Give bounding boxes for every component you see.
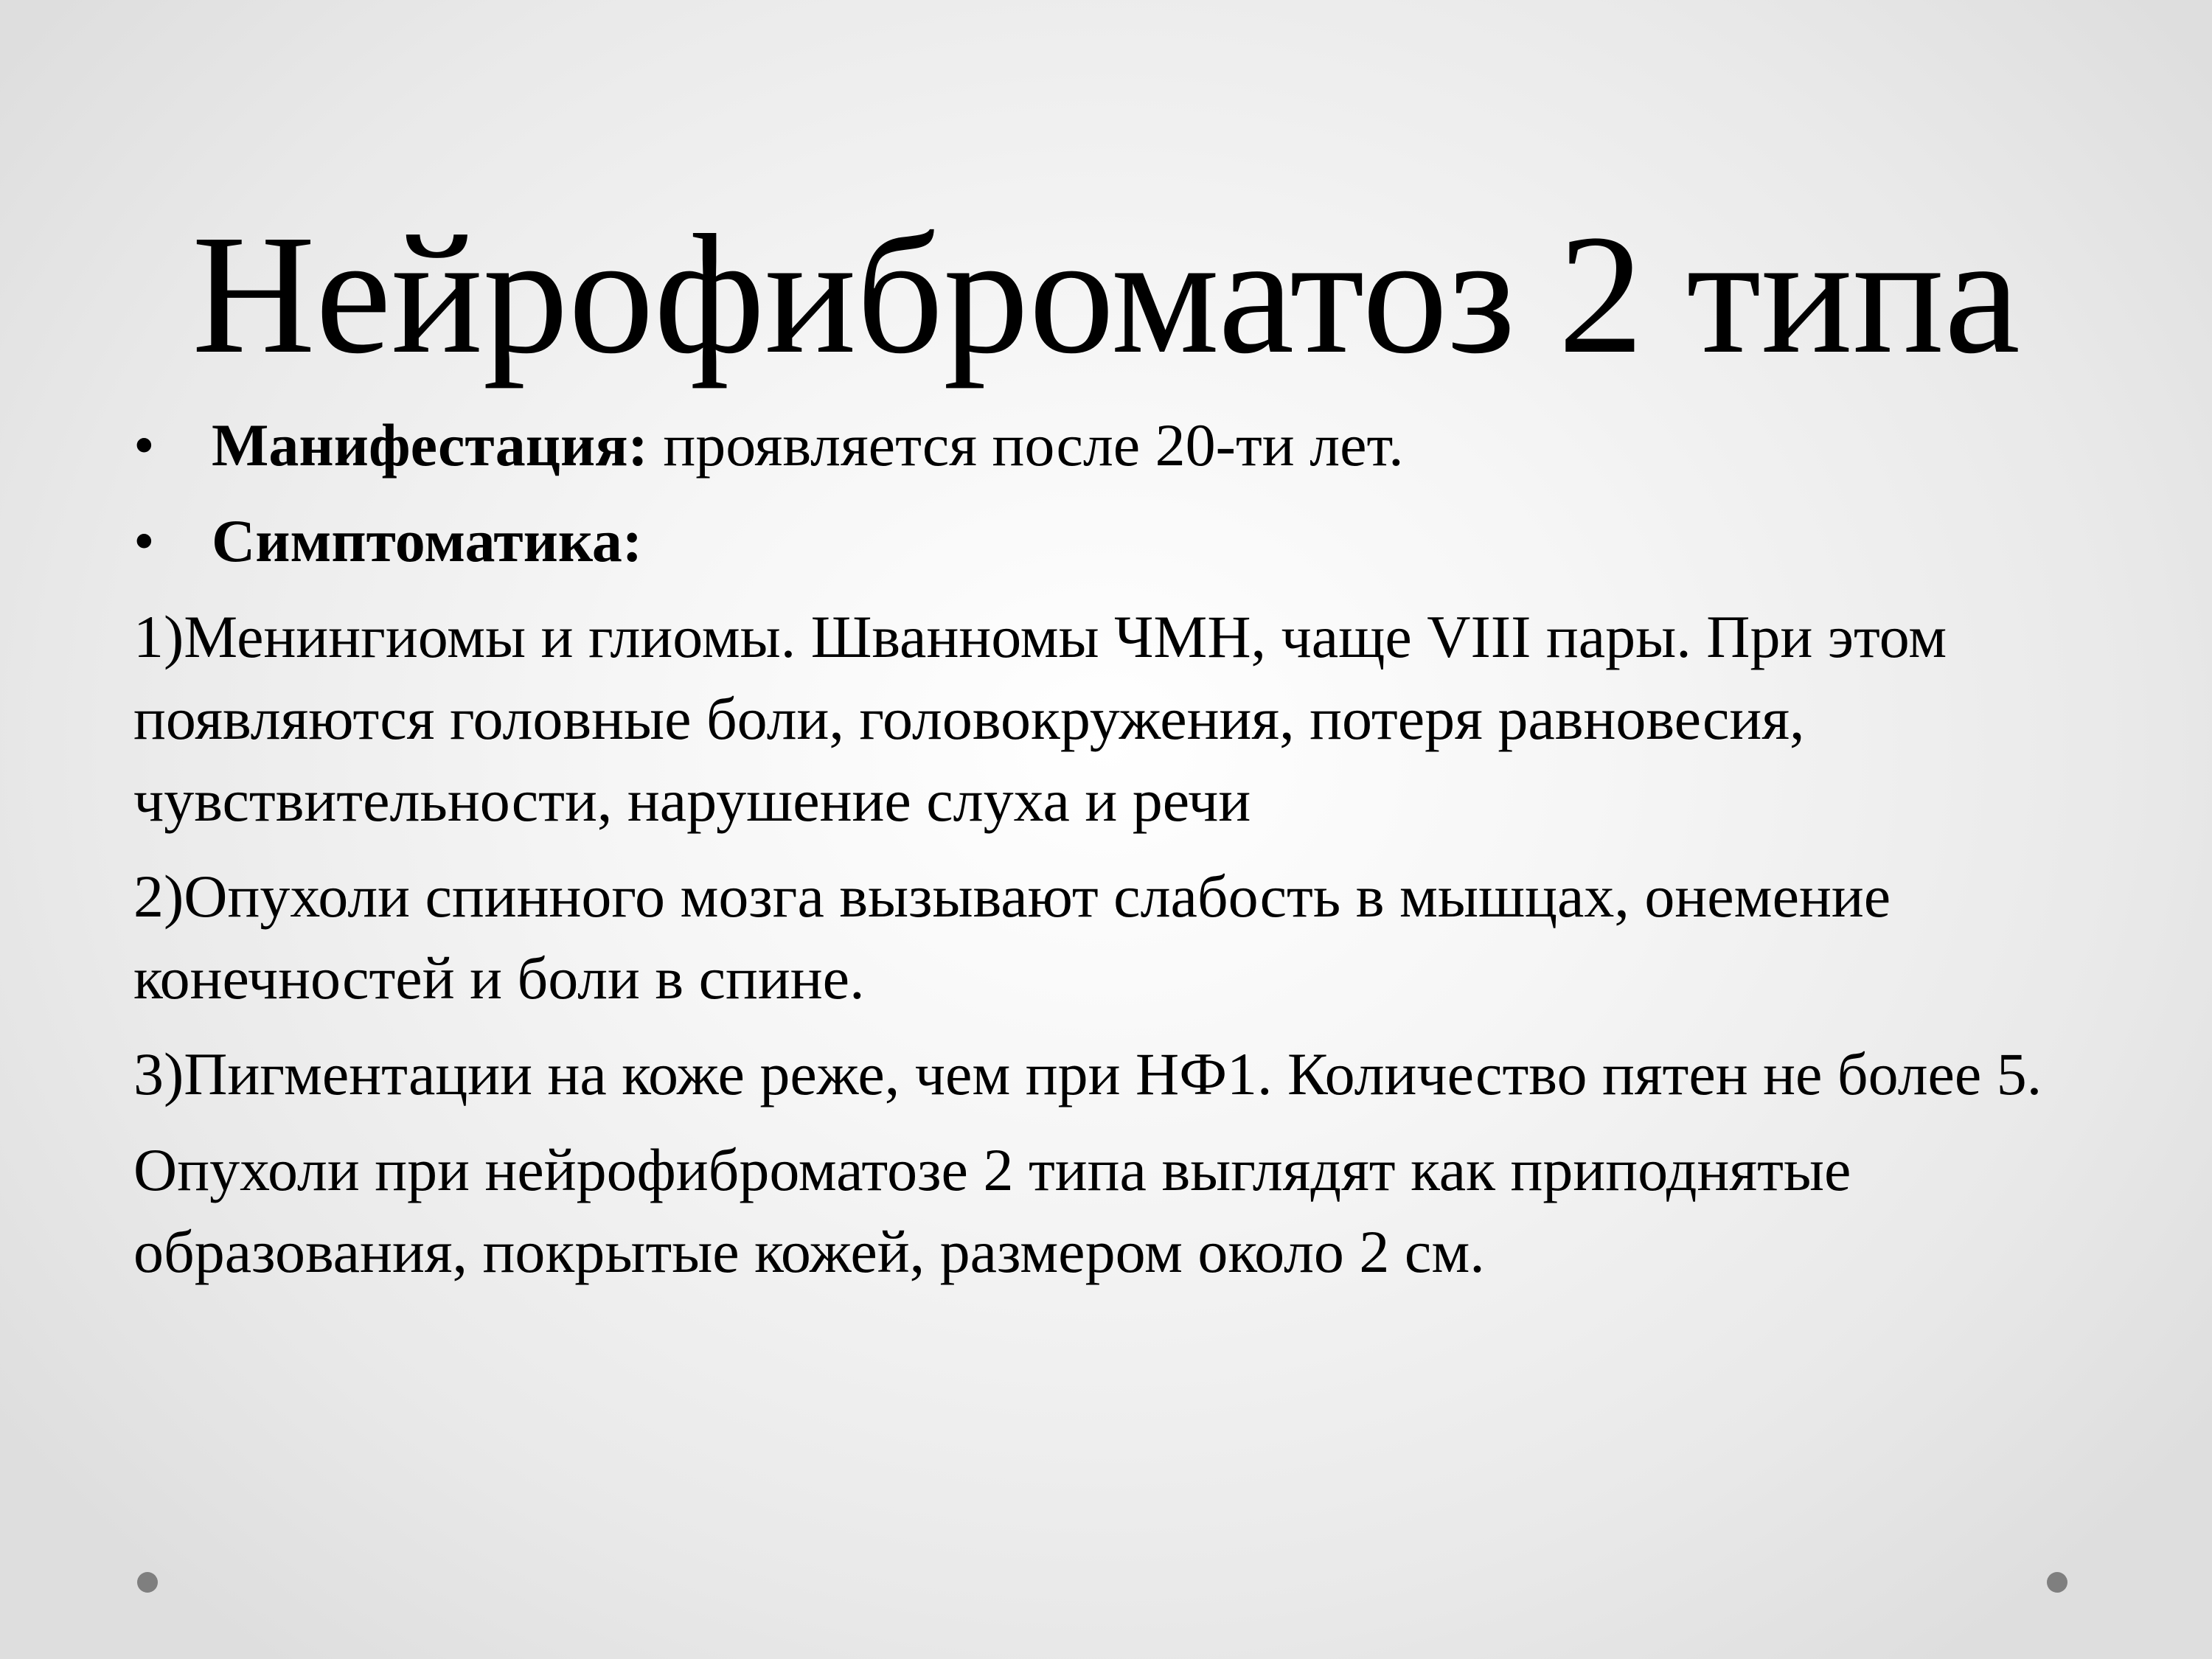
slide-content xyxy=(133,404,2080,1307)
bullet-marker: • xyxy=(133,507,155,574)
bullet-item-symptoms xyxy=(133,500,2080,582)
bullet-label: Манифестация: xyxy=(212,411,648,479)
slide-title: Нейрофиброматоз 2 типа xyxy=(192,200,2020,389)
bullet-label: Симптоматика: xyxy=(212,507,643,574)
slide-nav-dot-left xyxy=(137,1572,158,1593)
paragraph-tumor-description: Опухоли при нейрофиброматозе 2 типа выглядят как приподнятые образования, покрытые кожей, размером около 2 см. xyxy=(133,1136,1851,1285)
paragraph-symptom-2: 2)Опухоли спинного мозга вызывают слабость в мышцах, онемение конечностей и боли в спине. xyxy=(133,863,1891,1012)
paragraph-symptom-3: 3)Пигментации на коже реже, чем при НФ1. Количество пятен не более 5. xyxy=(133,1040,2042,1107)
bullet-item-manifestation xyxy=(133,404,2080,486)
bullet-text: проявляется после 20-ти лет. xyxy=(647,411,1404,479)
paragraph-symptom-1: 1)Менингиомы и глиомы. Шванномы ЧМН, чаще VIII пары. При этом появляются головные боли, головокружения, потеря равновесия, чувствительности, нарушение слуха и речи xyxy=(133,603,1947,834)
slide-nav-dot-right xyxy=(2047,1572,2067,1593)
bullet-marker: • xyxy=(133,411,155,479)
